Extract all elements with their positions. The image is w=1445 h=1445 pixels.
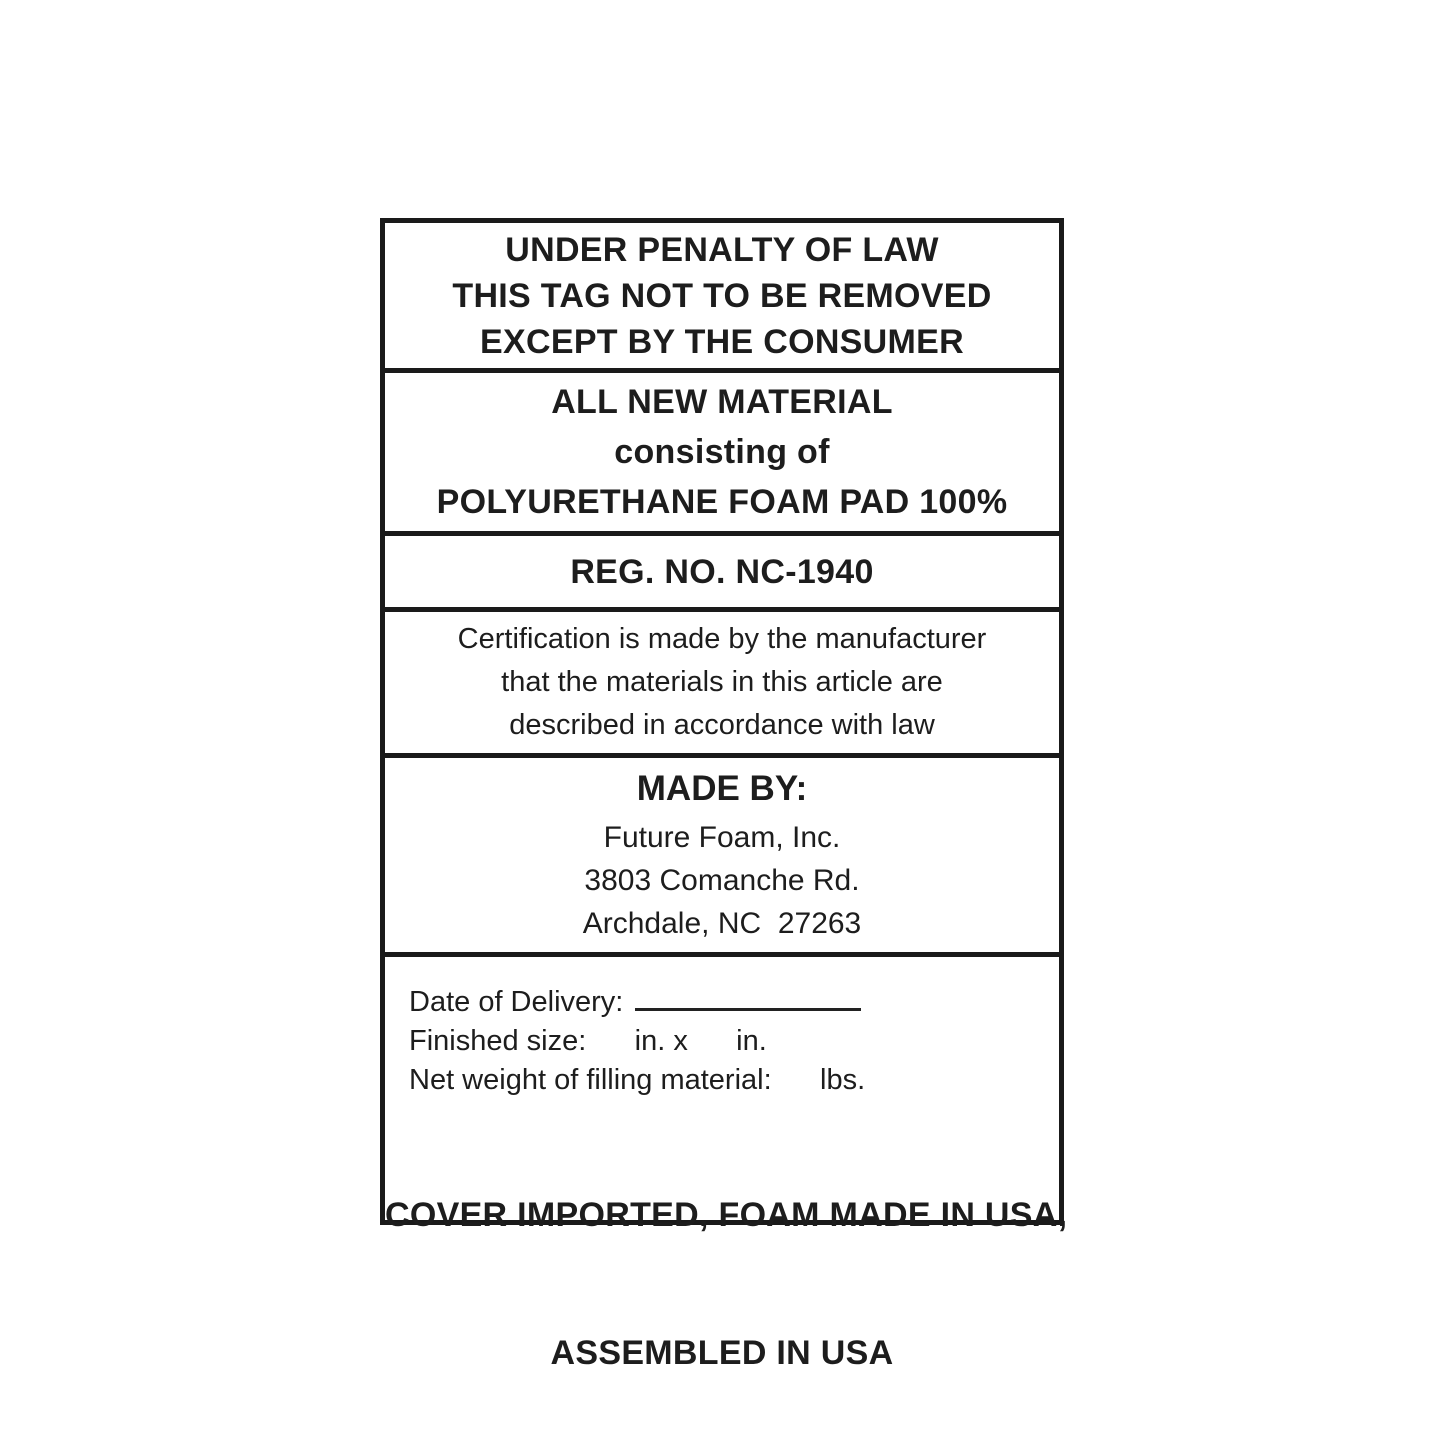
manufacturer-city-state-zip: Archdale, NC 27263 (582, 906, 862, 940)
origin-line-2: ASSEMBLED IN USA (550, 1334, 894, 1372)
registration-number-section (385, 536, 1059, 612)
origin-line-1: COVER IMPORTED, FOAM MADE IN USA, (385, 1196, 1068, 1234)
certification-line-2: that the materials in this article are (501, 666, 943, 698)
certification-line-1: Certification is made by the manufacturer (457, 623, 987, 655)
material-line-2: consisting of (614, 433, 830, 471)
penalty-warning-section (385, 223, 1059, 373)
law-tag-label (380, 218, 1068, 1372)
material-line-3: POLYURETHANE FOAM PAD 100% (436, 483, 1008, 521)
manufacturer-street: 3803 Comanche Rd. (584, 863, 860, 897)
penalty-line-2: THIS TAG NOT TO BE REMOVED (452, 276, 992, 315)
date-of-delivery-label: Date of Delivery: (409, 986, 624, 1018)
certification-line-3: described in accordance with law (509, 709, 935, 741)
date-of-delivery-blank (635, 1008, 861, 1011)
material-contents-section (385, 373, 1059, 536)
fill-in-details (385, 957, 1059, 1100)
finished-size-line: Finished size: in. x in. (409, 1025, 767, 1057)
date-of-delivery-line (409, 983, 1059, 1022)
material-line-1: ALL NEW MATERIAL (551, 383, 893, 421)
net-weight-line: Net weight of filling material: lbs. (409, 1064, 866, 1096)
penalty-line-3: EXCEPT BY THE CONSUMER (480, 322, 964, 361)
made-by-heading: MADE BY: (636, 768, 808, 808)
made-by-section (385, 758, 1059, 957)
delivery-details-section (385, 957, 1068, 1445)
penalty-line-1: UNDER PENALTY OF LAW (505, 230, 939, 269)
manufacturer-name: Future Foam, Inc. (603, 820, 841, 854)
certification-section (385, 612, 1059, 758)
registration-number: REG. NO. NC-1940 (570, 552, 874, 591)
country-of-origin-statement (385, 1100, 1068, 1445)
